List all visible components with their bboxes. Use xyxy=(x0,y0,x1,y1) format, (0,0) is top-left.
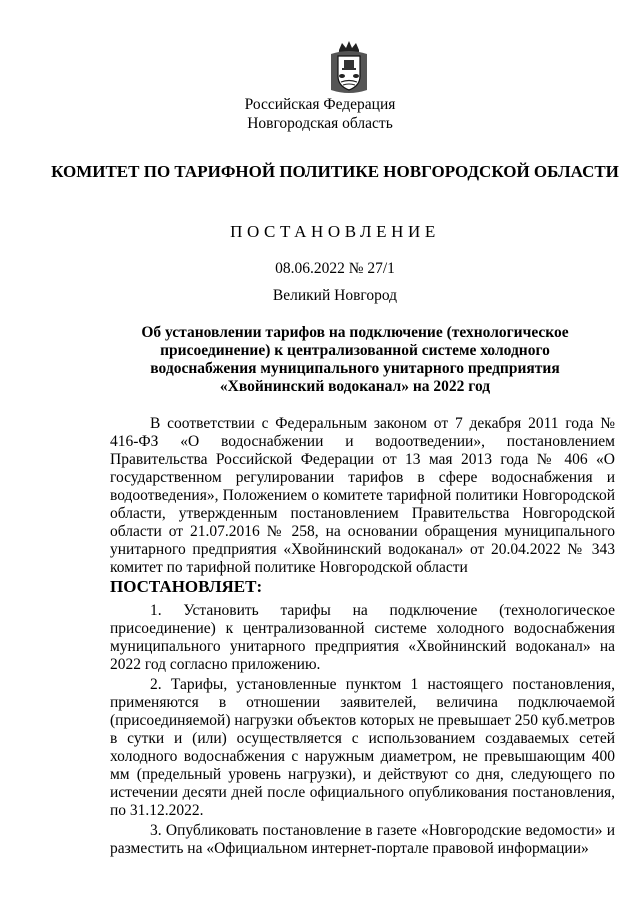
document-type: ПОСТАНОВЛЕНИЕ xyxy=(230,222,440,241)
document-city: Великий Новгород xyxy=(272,287,398,304)
committee-name: КОМИТЕТ ПО ТАРИФНОЙ ПОЛИТИКЕ НОВГОРОДСКОЙ ОБЛАСТИ xyxy=(51,162,619,181)
document-subject: Об установлении тарифов на подключение (технологическое присоединение) к централизованной системе холодного водоснабжения муниципального унитарного предприятия «Хвойнинский водоканал» на 2022 год xyxy=(141,324,569,395)
clause-1: 1. Установить тарифы на подключение (технологическое присоединение) к централизованной системе холодного водоснабжения муниципального унитарного предприятия «Хвойнинский водоканал» на 2022 год согласно приложению. xyxy=(110,602,615,673)
document-date-number: 08.06.2022 № 27/1 xyxy=(275,260,395,277)
novgorod-coat-of-arms-icon xyxy=(327,40,371,96)
region-name: Новгородская область xyxy=(247,115,393,132)
country-name: Российская Федерация xyxy=(244,96,396,113)
clause-3: 3. Опубликовать постановление в газете «Новгородские ведомости» и разместить на «Официальном интернет-портале правовой информации» xyxy=(110,822,615,857)
decree-heading: ПОСТАНОВЛЯЕТ: xyxy=(110,577,263,596)
preamble-paragraph: В соответствии с Федеральным законом от 7 декабря 2011 года № 416-ФЗ «О водоснабжении и водоотведении», постановлением Правительства Российской Федерации от 13 мая 2013 года № 406 «О государственном регулировании тарифов в сфере водоснабжения и водоотведения», Положением о комитете тарифной политики Новгородской области, утвержденным постановлением Правительства Новгородской области от 21.07.2016 № 258, на основании обращения муниципального унитарного предприятия «Хвойнинский водоканал» от 20.04.2022 № 343 комитет по тарифной политике Новгородской области xyxy=(110,415,615,576)
clause-2: 2. Тарифы, установленные пунктом 1 настоящего постановления, применяются в отношении заявителей, величина подключаемой (присоединяемой) нагрузки объектов которых не превышает 250 куб.метров в сутки и (или) осуществляется с использованием создаваемых сетей холодного водоснабжения с наружным диаметром, не превышающим 400 мм (предельный уровень нагрузки), и действуют со дня, следующего по истечении десяти дней после официального опубликования постановления, по 31.12.2022. xyxy=(110,676,615,819)
